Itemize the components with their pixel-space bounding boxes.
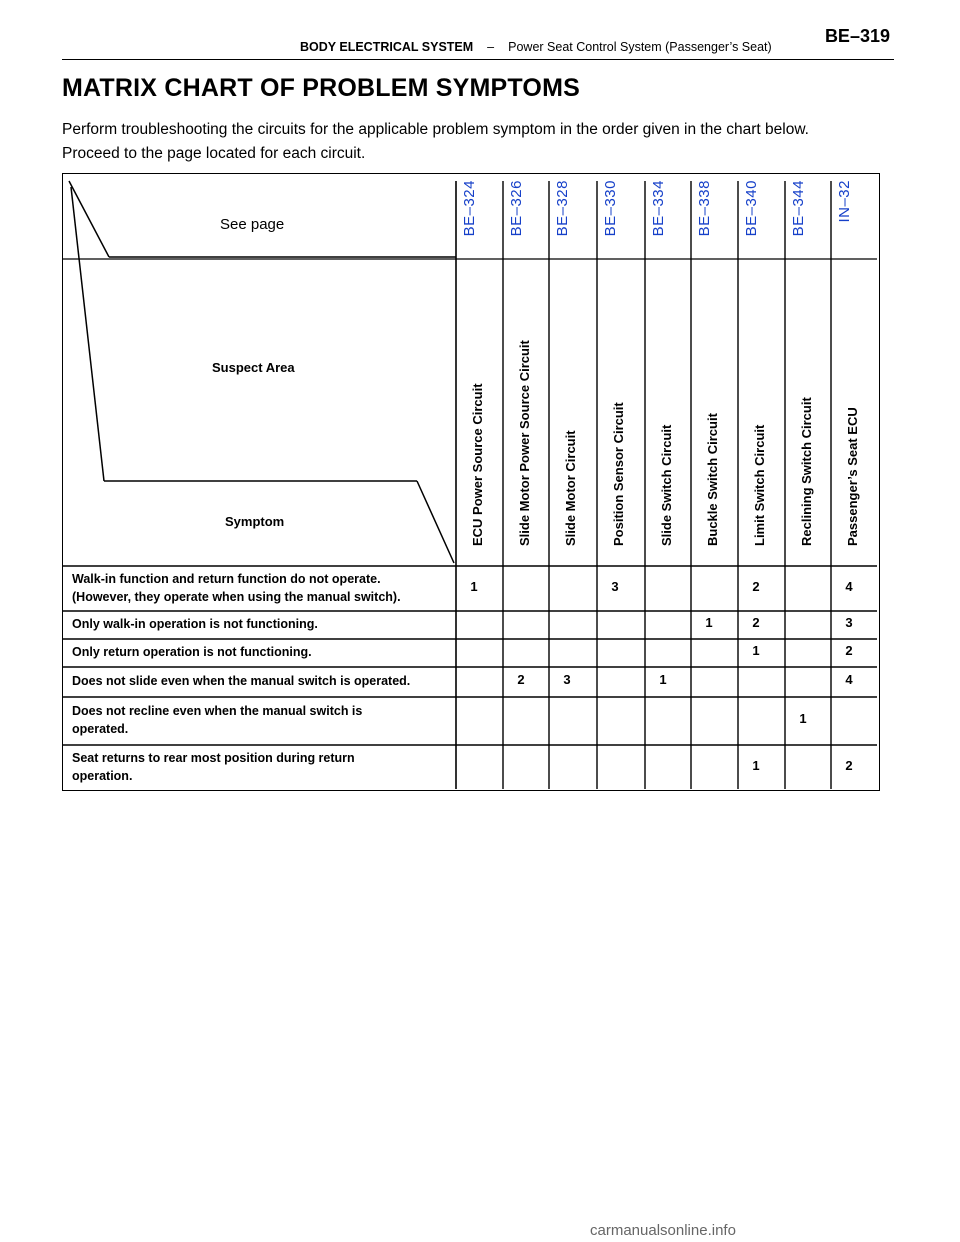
symptom-line: operation.: [72, 769, 133, 783]
running-header: [300, 40, 772, 54]
column-title: Slide Motor Power Source Circuit: [517, 340, 532, 546]
priority-cell: 1: [705, 615, 713, 630]
diagonal-line: [417, 481, 454, 563]
symptom-line: (However, they operate when using the manual switch).: [72, 589, 401, 604]
suspect-area-label: Suspect Area: [212, 360, 295, 375]
column-ref: BE–330: [602, 180, 619, 237]
priority-cell: 2: [752, 615, 760, 630]
column-title: Buckle Switch Circuit: [705, 413, 720, 546]
priority-cell: 1: [659, 672, 667, 687]
column-title: Reclining Switch Circuit: [799, 397, 814, 546]
priority-cell: 2: [845, 758, 853, 773]
column-title: Slide Switch Circuit: [659, 424, 674, 546]
symptom-line: Does not slide even when the manual switch is operated.: [72, 674, 411, 688]
priority-cell: 4: [845, 672, 853, 687]
priority-cell: 1: [752, 643, 760, 658]
column-title: Position Sensor Circuit: [611, 402, 626, 546]
column-ref: BE–334: [650, 180, 667, 237]
symptom-text: [72, 643, 457, 661]
priority-cell: 3: [845, 615, 853, 630]
column-ref: BE–328: [554, 180, 571, 237]
intro-line: Perform troubleshooting the circuits for the applicable problem symptom in the order given in the chart below.: [62, 121, 809, 138]
symptom-line: Walk-in function and return function do not operate.: [72, 571, 381, 586]
header-rule: [62, 59, 894, 60]
symptom-text: [72, 672, 457, 690]
page-title: MATRIX CHART OF PROBLEM SYMPTOMS: [62, 74, 580, 102]
priority-cell: 2: [752, 578, 760, 594]
symptom-line: Does not recline even when the manual switch is: [72, 704, 363, 718]
priority-cell: 1: [752, 758, 760, 773]
intro-text: [62, 118, 902, 166]
column-ref: BE–344: [790, 180, 807, 237]
priority-cell: 3: [563, 672, 571, 687]
diagonal-line: [71, 187, 104, 481]
header-separator: –: [487, 40, 495, 54]
column-title: Slide Motor Circuit: [563, 430, 578, 546]
column-ref: BE–340: [743, 180, 760, 237]
header-subtitle: Power Seat Control System (Passenger’s Seat): [508, 40, 772, 54]
symptom-text: [72, 749, 457, 785]
see-page-label: See page: [220, 216, 285, 233]
symptom-text: [72, 615, 457, 633]
page-number: BE–319: [824, 26, 890, 46]
column-ref: BE–324: [461, 180, 478, 237]
priority-cell: 1: [799, 711, 807, 726]
column-title: Passenger’s Seat ECU: [845, 407, 860, 546]
symptom-line: operated.: [72, 722, 129, 736]
symptom-line: Only walk-in operation is not functioning.: [72, 617, 318, 631]
symptom-label: Symptom: [225, 514, 285, 529]
symptom-text: [72, 570, 457, 606]
column-ref: BE–338: [696, 180, 713, 237]
column-ref: IN–32: [836, 180, 853, 223]
priority-cell: 3: [611, 578, 619, 594]
priority-cell: 2: [845, 643, 853, 658]
symptom-line: Only return operation is not functioning.: [72, 645, 312, 659]
priority-cell: 4: [845, 578, 853, 594]
watermark-text: carmanualsonline.info: [590, 1222, 736, 1239]
priority-cell: 2: [517, 672, 525, 687]
symptom-line: Seat returns to rear most position during return: [72, 751, 355, 765]
column-title: Limit Switch Circuit: [752, 424, 767, 546]
column-title: ECU Power Source Circuit: [470, 383, 485, 546]
symptom-text: [72, 702, 457, 738]
priority-cell: 1: [470, 578, 478, 594]
intro-line: Proceed to the page located for each circuit.: [62, 145, 366, 162]
column-ref: BE–326: [508, 180, 525, 237]
header-system: BODY ELECTRICAL SYSTEM: [300, 40, 474, 54]
